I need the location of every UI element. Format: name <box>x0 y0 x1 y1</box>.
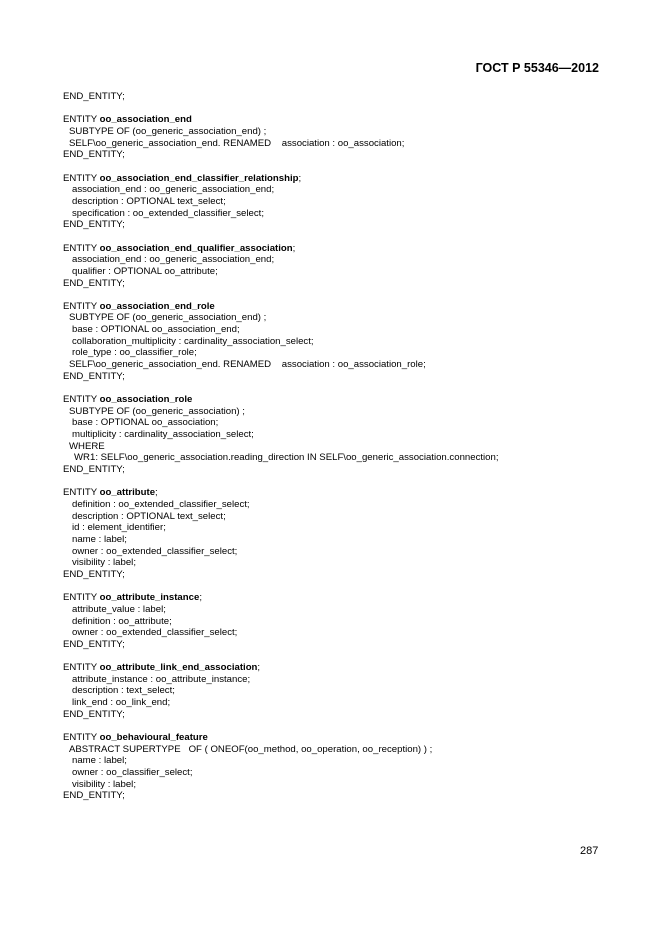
page-number: 287 <box>580 845 599 857</box>
entity-keyword: ENTITY <box>63 592 100 604</box>
code-line: name : label; <box>72 755 127 767</box>
entity-keyword: ENTITY <box>63 242 100 254</box>
entity-declaration <box>63 592 499 604</box>
entity-name: oo_attribute_instance <box>99 592 200 604</box>
code-line: END_ENTITY; <box>63 277 125 289</box>
entity-name: oo_association_role <box>99 394 193 406</box>
blank-line <box>63 231 499 243</box>
entity-name: oo_association_end_role <box>99 300 215 312</box>
entity-name: oo_association_end_qualifier_association <box>99 242 293 254</box>
code-line: SUBTYPE OF (oo_generic_association_end) ; <box>69 125 267 137</box>
entity-keyword: ENTITY <box>63 394 100 406</box>
entity-declaration <box>63 243 499 255</box>
entity-declaration <box>63 173 499 185</box>
entity-declaration <box>63 487 499 499</box>
entity-name: oo_behavioural_feature <box>99 732 208 744</box>
blank-line <box>63 581 499 593</box>
express-code-listing <box>63 91 499 802</box>
code-line: attribute_value : label; <box>72 603 166 615</box>
code-line: SELF\oo_generic_association_end. RENAMED association : oo_association_role; <box>69 359 426 371</box>
code-line: WHERE <box>69 440 105 452</box>
code-line: base : OPTIONAL oo_association; <box>72 417 219 429</box>
code-line: visibility : label; <box>72 557 136 569</box>
code-line: description : text_select; <box>72 685 175 697</box>
code-line: owner : oo_classifier_select; <box>72 767 193 779</box>
entity-terminator: ; <box>155 487 158 499</box>
code-line: specification : oo_extended_classifier_select; <box>72 207 264 219</box>
entity-keyword: ENTITY <box>63 662 100 674</box>
blank-line <box>63 382 499 394</box>
blank-line <box>63 103 499 115</box>
code-line: END_ENTITY; <box>63 149 125 161</box>
code-line: WR1: SELF\oo_generic_association.reading_direction IN SELF\oo_generic_association.connection; <box>74 452 499 464</box>
entity-name: oo_association_end_classifier_relationship <box>99 172 299 184</box>
code-line: definition : oo_attribute; <box>72 615 172 627</box>
code-line: END_ENTITY; <box>63 638 125 650</box>
entity-name: oo_attribute_link_end_association <box>99 662 258 674</box>
entity-keyword: ENTITY <box>63 172 100 184</box>
entity-keyword: ENTITY <box>63 487 100 499</box>
entity-name: oo_attribute <box>99 487 156 499</box>
entity-terminator: ; <box>298 172 302 184</box>
document-header: ГОСТ Р 55346—2012 <box>475 61 599 75</box>
code-line: END_ENTITY; <box>63 370 125 382</box>
code-line: END_ENTITY; <box>63 91 125 102</box>
code-line: SUBTYPE OF (oo_generic_association) ; <box>69 405 245 417</box>
entity-name: oo_association_end <box>99 114 192 126</box>
blank-line <box>63 651 499 663</box>
entity-declaration <box>63 662 499 674</box>
code-line: role_type : oo_classifier_role; <box>72 347 197 359</box>
code-line: id : element_identifier; <box>72 522 166 534</box>
entity-declaration <box>63 114 499 126</box>
blank-line <box>63 289 499 301</box>
entity-terminator: ; <box>257 662 261 674</box>
code-line: visibility : label; <box>72 778 136 790</box>
entity-declaration <box>63 732 499 744</box>
code-line: owner : oo_extended_classifier_select; <box>72 627 238 639</box>
code-line: SELF\oo_generic_association_end. RENAMED association : oo_association; <box>69 137 405 149</box>
code-line: ABSTRACT SUPERTYPE OF ( ONEOF(oo_method, oo_operation, oo_reception) ) ; <box>69 743 433 755</box>
code-line: base : OPTIONAL oo_association_end; <box>72 324 240 336</box>
code-line: association_end : oo_generic_association_end; <box>72 184 275 196</box>
code-line: END_ENTITY; <box>63 568 125 580</box>
blank-line <box>63 720 499 732</box>
code-line: SUBTYPE OF (oo_generic_association_end) ; <box>69 312 267 324</box>
code-line: END_ENTITY; <box>63 219 125 231</box>
blank-line <box>63 161 499 173</box>
entity-terminator: ; <box>199 592 202 604</box>
code-line: association_end : oo_generic_association_end; <box>72 254 275 266</box>
blank-line <box>63 476 499 488</box>
entity-declaration <box>63 301 499 313</box>
entity-terminator: ; <box>292 242 296 254</box>
code-line: description : OPTIONAL text_select; <box>72 510 226 522</box>
code-line: END_ENTITY; <box>63 464 125 475</box>
code-line: attribute_instance : oo_attribute_instance; <box>72 673 251 685</box>
code-line: owner : oo_extended_classifier_select; <box>72 545 238 557</box>
code-line: definition : oo_extended_classifier_select; <box>72 498 250 510</box>
entity-keyword: ENTITY <box>63 732 100 744</box>
entity-keyword: ENTITY <box>63 300 100 312</box>
code-line: collaboration_multiplicity : cardinality_association_select; <box>72 335 314 347</box>
code-line: name : label; <box>72 533 127 545</box>
entity-declaration <box>63 394 499 406</box>
code-line: link_end : oo_link_end; <box>72 697 171 709</box>
code-line: description : OPTIONAL text_select; <box>72 195 226 207</box>
code-line: qualifier : OPTIONAL oo_attribute; <box>72 265 218 277</box>
code-line: END_ENTITY; <box>63 708 125 720</box>
entity-keyword: ENTITY <box>63 114 100 126</box>
code-line: multiplicity : cardinality_association_select; <box>72 429 254 441</box>
code-line: END_ENTITY; <box>63 790 125 802</box>
